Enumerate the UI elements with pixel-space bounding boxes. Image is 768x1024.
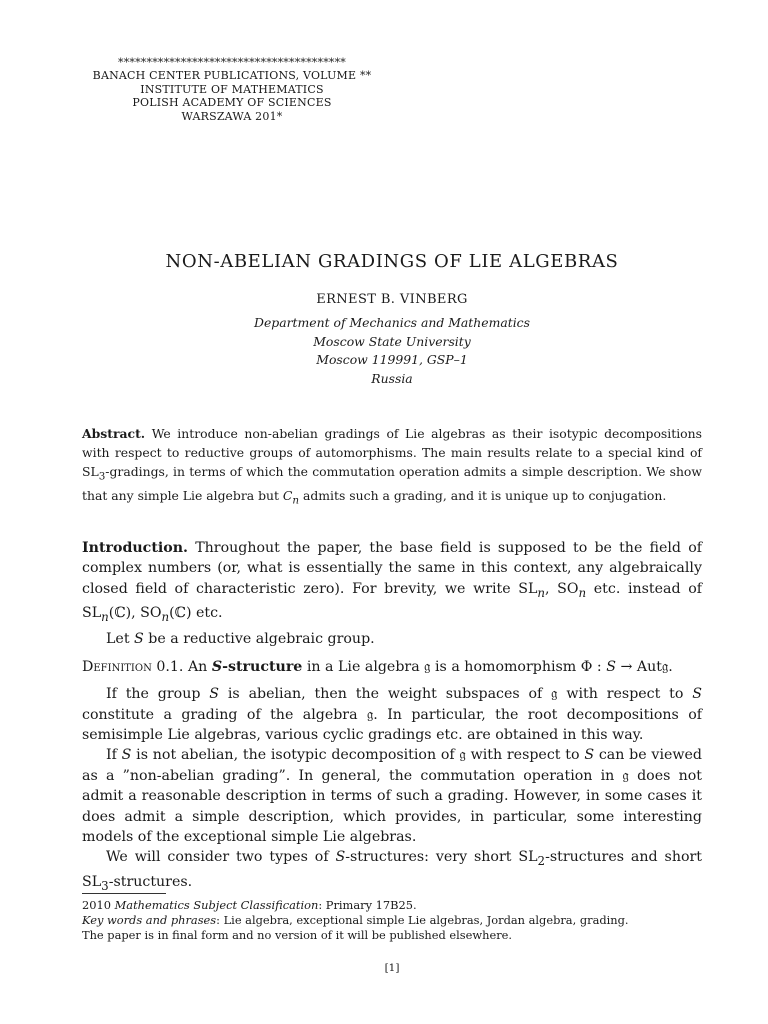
intro-p5-text-b: -structures: very short SL bbox=[345, 849, 538, 866]
msc-year: 2010 bbox=[82, 898, 115, 912]
sub-n: n bbox=[161, 609, 170, 624]
frak-g: 𝔤 bbox=[459, 747, 466, 764]
paper-title: NON-ABELIAN GRADINGS OF LIE ALGEBRAS bbox=[165, 251, 619, 272]
footnote-final-form: The paper is in final form and no version of it will be published elsewhere. bbox=[82, 928, 513, 942]
abstract-label: Abstract. bbox=[82, 426, 146, 441]
msc-value: : Primary 17B25. bbox=[318, 898, 417, 912]
sub-3: 3 bbox=[101, 878, 109, 893]
var-s: S bbox=[211, 658, 223, 675]
var-s: S bbox=[584, 747, 595, 764]
abstract-text-2: -gradings, in terms of which the commutation operation admits a simple description. We show that any simple Lie algebra but bbox=[82, 464, 702, 504]
masthead-academy: POLISH ACADEMY OF SCIENCES bbox=[132, 96, 332, 110]
intro-p4-text-c: with respect to bbox=[465, 747, 585, 764]
masthead-stars: **************************************** bbox=[118, 56, 346, 69]
var-s: S bbox=[606, 658, 616, 675]
definition-0-1 bbox=[82, 657, 702, 677]
sub-2: 2 bbox=[537, 854, 546, 869]
intro-p5-text-a: We will consider two types of bbox=[106, 849, 336, 866]
frak-g: 𝔤 bbox=[424, 658, 431, 675]
intro-heading: Introduction. bbox=[82, 540, 188, 556]
intro-p3-text-c: with respect to bbox=[557, 686, 693, 703]
intro-paragraph-2 bbox=[82, 629, 702, 649]
intro-p5-text-d: -structures. bbox=[108, 873, 193, 890]
masthead bbox=[82, 56, 382, 123]
sub-n: n bbox=[578, 585, 587, 600]
var-s: S bbox=[692, 686, 703, 703]
var-s: S bbox=[209, 686, 220, 703]
def-text-b: in a Lie algebra bbox=[302, 658, 425, 675]
intro-p2-text-b: be a reductive algebraic group. bbox=[143, 631, 375, 648]
def-text-e: . bbox=[668, 658, 673, 675]
page-number: [1] bbox=[384, 962, 400, 974]
footnotes bbox=[82, 898, 722, 943]
keywords-value: : Lie algebra, exceptional simple Lie algebras, Jordan algebra, grading. bbox=[216, 913, 629, 927]
introduction-section bbox=[82, 538, 702, 896]
affiliation-department: Department of Mechanics and Mathematics bbox=[254, 315, 530, 330]
abstract-text-1: We introduce non-abelian gradings of Lie algebras as their isotypic decompositions with respect to reductive groups of automorphisms. The main results relate to a special kind of SL bbox=[82, 426, 702, 479]
frak-g: 𝔤 bbox=[622, 767, 629, 784]
affiliation-address: Moscow 119991, GSP–1 bbox=[316, 352, 468, 368]
frak-g: 𝔤 bbox=[661, 658, 669, 675]
intro-paragraph-3 bbox=[82, 684, 702, 745]
footnote-keywords bbox=[82, 913, 722, 928]
abstract-sub-3: 3 bbox=[98, 470, 106, 483]
masthead-series: BANACH CENTER PUBLICATIONS, VOLUME ** bbox=[92, 69, 372, 83]
def-text-c: is a homomorphism Φ : bbox=[430, 658, 607, 675]
frak-g: 𝔤 bbox=[366, 706, 374, 723]
affiliation-university: Moscow State University bbox=[313, 333, 471, 349]
intro-p3-text-b: is abelian, then the weight subspaces of bbox=[219, 686, 552, 703]
intro-p1-comma: , SO bbox=[545, 580, 579, 597]
intro-p4-text-a: If bbox=[106, 747, 122, 764]
abstract bbox=[82, 424, 702, 511]
intro-p2-text-a: Let bbox=[106, 631, 135, 648]
def-text-a: An bbox=[187, 658, 212, 675]
intro-p3-text-d: constitute a grading of the algebra bbox=[82, 706, 367, 723]
masthead-city: WARSZAWA 201* bbox=[181, 109, 283, 123]
intro-p3-text-e: . In particular, the root decompositions of semisimple Lie algebras, various cyclic gradings etc. are obtained in this way. bbox=[82, 706, 702, 743]
footnote-rule bbox=[82, 893, 166, 894]
intro-p4-text-b: is not abelian, the isotypic decomposition of bbox=[131, 747, 460, 764]
keywords-label: Key words and phrases bbox=[82, 913, 217, 927]
abstract-cn: C bbox=[282, 488, 293, 504]
intro-p4-text-d: can be viewed as a ”non-abelian grading”. In general, the commutation operation in bbox=[82, 747, 703, 784]
intro-p3-text-a: If the group bbox=[106, 686, 210, 703]
intro-paragraph-1 bbox=[82, 538, 702, 627]
intro-paragraph-5 bbox=[82, 847, 702, 895]
author-name: ERNEST B. VINBERG bbox=[316, 292, 468, 307]
intro-paragraph-4 bbox=[82, 745, 702, 847]
intro-p4-text-e: does not admit a reasonable description in terms of such a grading. However, in some cases it does admit a simple description, which provides, in particular, some interesting models of the exceptional simple Lie algebras. bbox=[82, 767, 702, 845]
affiliation-country: Russia bbox=[371, 370, 413, 386]
def-text-d: → Aut bbox=[615, 658, 662, 675]
intro-p1-paren: (ℂ), SO bbox=[108, 605, 162, 622]
intro-p1-text-a: Throughout the paper, the base field is supposed to be the field of complex numbers (or, what is essentially the same in this context, any algebraically closed field of characteristic zero). For brevity, we write SL bbox=[82, 540, 703, 597]
sub-n: n bbox=[537, 585, 546, 600]
intro-p1-text-c: (ℂ) etc. bbox=[169, 605, 223, 622]
affiliation bbox=[82, 314, 702, 388]
intro-p1-text-b: etc. instead of SL bbox=[82, 580, 702, 622]
abstract-text-3: admits such a grading, and it is unique up to conjugation. bbox=[299, 488, 667, 504]
intro-p5-text-c: -structures and short SL bbox=[82, 849, 702, 890]
sub-n: n bbox=[101, 609, 109, 624]
masthead-institute: INSTITUTE OF MATHEMATICS bbox=[140, 82, 324, 96]
var-s: S bbox=[121, 747, 132, 764]
def-bold-term: -structure bbox=[222, 658, 303, 675]
definition-label: Definition 0.1. bbox=[82, 658, 184, 675]
msc-label: Mathematics Subject Classification bbox=[114, 898, 319, 912]
footnote-msc bbox=[82, 898, 722, 913]
frak-g: 𝔤 bbox=[551, 686, 558, 703]
var-s: S bbox=[134, 631, 144, 648]
var-s: S bbox=[335, 849, 346, 866]
abstract-cn-sub: n bbox=[292, 494, 300, 507]
